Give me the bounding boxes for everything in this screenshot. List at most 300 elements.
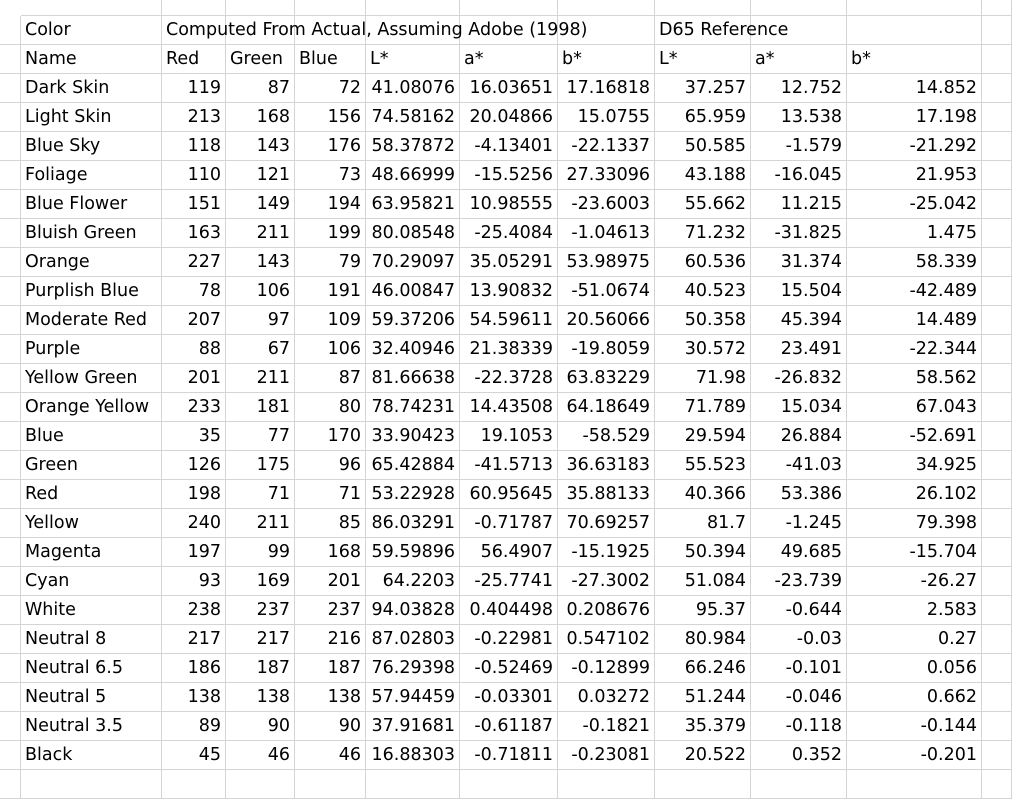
green-cell[interactable]: 211	[226, 509, 295, 538]
b-reference-cell[interactable]: -22.344	[847, 335, 982, 364]
green-cell[interactable]: 77	[226, 422, 295, 451]
green-cell[interactable]: 187	[226, 654, 295, 683]
l-computed-cell[interactable]: 32.40946	[366, 335, 460, 364]
red-cell[interactable]: 207	[162, 306, 226, 335]
row-stub-cell[interactable]	[0, 219, 21, 248]
b-reference-cell[interactable]: -52.691	[847, 422, 982, 451]
row-stub-cell[interactable]	[0, 103, 21, 132]
green-cell[interactable]: 46	[226, 741, 295, 770]
a-computed-cell[interactable]: 20.04866	[460, 103, 558, 132]
red-cell[interactable]: 240	[162, 509, 226, 538]
b-reference-cell[interactable]: 58.339	[847, 248, 982, 277]
color-name-cell[interactable]: Blue Flower	[21, 190, 162, 219]
b-computed-cell[interactable]: -15.1925	[558, 538, 655, 567]
header-color-label[interactable]: Color	[21, 16, 162, 45]
color-name-cell[interactable]: Purplish Blue	[21, 277, 162, 306]
red-cell[interactable]: 119	[162, 74, 226, 103]
b-reference-cell[interactable]: 21.953	[847, 161, 982, 190]
blank-cell[interactable]	[226, 0, 295, 16]
header-l-reference[interactable]: L*	[655, 45, 751, 74]
red-cell[interactable]: 238	[162, 596, 226, 625]
l-reference-cell[interactable]: 40.366	[655, 480, 751, 509]
row-stub-cell[interactable]	[0, 654, 21, 683]
row-stub-cell[interactable]	[0, 277, 21, 306]
blue-cell[interactable]: 156	[295, 103, 366, 132]
blank-cell[interactable]	[655, 770, 751, 799]
l-computed-cell[interactable]: 80.08548	[366, 219, 460, 248]
blue-cell[interactable]: 194	[295, 190, 366, 219]
a-computed-cell[interactable]: -0.71787	[460, 509, 558, 538]
a-reference-cell[interactable]: -16.045	[751, 161, 847, 190]
b-computed-cell[interactable]: 0.547102	[558, 625, 655, 654]
blue-cell[interactable]: 71	[295, 480, 366, 509]
row-stub-cell[interactable]	[0, 132, 21, 161]
color-name-cell[interactable]: Neutral 3.5	[21, 712, 162, 741]
l-computed-cell[interactable]: 74.58162	[366, 103, 460, 132]
color-name-cell[interactable]: Dark Skin	[21, 74, 162, 103]
row-stub-cell[interactable]	[0, 16, 21, 45]
l-computed-cell[interactable]: 76.29398	[366, 654, 460, 683]
green-cell[interactable]: 99	[226, 538, 295, 567]
blank-cell[interactable]	[982, 103, 1012, 132]
l-computed-cell[interactable]: 63.95821	[366, 190, 460, 219]
blank-cell[interactable]	[751, 0, 847, 16]
color-name-cell[interactable]: White	[21, 596, 162, 625]
red-cell[interactable]: 110	[162, 161, 226, 190]
header-l-computed[interactable]: L*	[366, 45, 460, 74]
header-name[interactable]: Name	[21, 45, 162, 74]
a-computed-cell[interactable]: -25.4084	[460, 219, 558, 248]
a-computed-cell[interactable]: 54.59611	[460, 306, 558, 335]
l-computed-cell[interactable]: 59.59896	[366, 538, 460, 567]
red-cell[interactable]: 217	[162, 625, 226, 654]
a-computed-cell[interactable]: -15.5256	[460, 161, 558, 190]
blank-cell[interactable]	[295, 0, 366, 16]
l-computed-cell[interactable]: 16.88303	[366, 741, 460, 770]
row-stub-cell[interactable]	[0, 190, 21, 219]
header-a-reference[interactable]: a*	[751, 45, 847, 74]
b-computed-cell[interactable]: 0.03272	[558, 683, 655, 712]
a-reference-cell[interactable]: 12.752	[751, 74, 847, 103]
l-reference-cell[interactable]: 80.984	[655, 625, 751, 654]
color-name-cell[interactable]: Neutral 6.5	[21, 654, 162, 683]
b-reference-cell[interactable]: 67.043	[847, 393, 982, 422]
a-reference-cell[interactable]: 45.394	[751, 306, 847, 335]
blue-cell[interactable]: 138	[295, 683, 366, 712]
blue-cell[interactable]: 237	[295, 596, 366, 625]
blank-cell[interactable]	[982, 451, 1012, 480]
blank-cell[interactable]	[982, 190, 1012, 219]
red-cell[interactable]: 89	[162, 712, 226, 741]
blank-cell[interactable]	[751, 770, 847, 799]
red-cell[interactable]: 88	[162, 335, 226, 364]
l-computed-cell[interactable]: 53.22928	[366, 480, 460, 509]
blank-cell[interactable]	[982, 480, 1012, 509]
row-stub-cell[interactable]	[0, 422, 21, 451]
a-reference-cell[interactable]: -41.03	[751, 451, 847, 480]
b-reference-cell[interactable]: 0.662	[847, 683, 982, 712]
color-name-cell[interactable]: Yellow Green	[21, 364, 162, 393]
b-computed-cell[interactable]: -27.3002	[558, 567, 655, 596]
a-reference-cell[interactable]: 23.491	[751, 335, 847, 364]
b-computed-cell[interactable]: -19.8059	[558, 335, 655, 364]
l-computed-cell[interactable]: 48.66999	[366, 161, 460, 190]
blue-cell[interactable]: 106	[295, 335, 366, 364]
b-reference-cell[interactable]: 2.583	[847, 596, 982, 625]
red-cell[interactable]: 118	[162, 132, 226, 161]
a-reference-cell[interactable]: -31.825	[751, 219, 847, 248]
blue-cell[interactable]: 170	[295, 422, 366, 451]
a-computed-cell[interactable]: 13.90832	[460, 277, 558, 306]
a-reference-cell[interactable]: -1.579	[751, 132, 847, 161]
color-name-cell[interactable]: Green	[21, 451, 162, 480]
b-computed-cell[interactable]: 20.56066	[558, 306, 655, 335]
b-computed-cell[interactable]: 27.33096	[558, 161, 655, 190]
blue-cell[interactable]: 191	[295, 277, 366, 306]
green-cell[interactable]: 106	[226, 277, 295, 306]
b-computed-cell[interactable]: 64.18649	[558, 393, 655, 422]
blank-cell[interactable]	[982, 567, 1012, 596]
blank-cell[interactable]	[982, 654, 1012, 683]
green-cell[interactable]: 237	[226, 596, 295, 625]
a-computed-cell[interactable]: 21.38339	[460, 335, 558, 364]
a-reference-cell[interactable]: -0.03	[751, 625, 847, 654]
blank-cell[interactable]	[21, 770, 162, 799]
a-computed-cell[interactable]: 10.98555	[460, 190, 558, 219]
b-computed-cell[interactable]: -0.1821	[558, 712, 655, 741]
a-reference-cell[interactable]: -0.046	[751, 683, 847, 712]
a-reference-cell[interactable]: 26.884	[751, 422, 847, 451]
color-name-cell[interactable]: Neutral 5	[21, 683, 162, 712]
color-name-cell[interactable]: Yellow	[21, 509, 162, 538]
b-reference-cell[interactable]: -15.704	[847, 538, 982, 567]
blue-cell[interactable]: 80	[295, 393, 366, 422]
color-name-cell[interactable]: Blue Sky	[21, 132, 162, 161]
color-name-cell[interactable]: Moderate Red	[21, 306, 162, 335]
l-reference-cell[interactable]: 51.244	[655, 683, 751, 712]
a-reference-cell[interactable]: 11.215	[751, 190, 847, 219]
b-reference-cell[interactable]: 0.056	[847, 654, 982, 683]
header-red[interactable]: Red	[162, 45, 226, 74]
color-name-cell[interactable]: Blue	[21, 422, 162, 451]
blank-cell[interactable]	[982, 509, 1012, 538]
red-cell[interactable]: 186	[162, 654, 226, 683]
blue-cell[interactable]: 187	[295, 654, 366, 683]
a-reference-cell[interactable]: 15.034	[751, 393, 847, 422]
green-cell[interactable]: 138	[226, 683, 295, 712]
a-reference-cell[interactable]: -26.832	[751, 364, 847, 393]
blue-cell[interactable]: 73	[295, 161, 366, 190]
blank-cell[interactable]	[21, 0, 162, 16]
blank-cell[interactable]	[982, 422, 1012, 451]
l-computed-cell[interactable]: 70.29097	[366, 248, 460, 277]
red-cell[interactable]: 197	[162, 538, 226, 567]
l-reference-cell[interactable]: 50.585	[655, 132, 751, 161]
green-cell[interactable]: 169	[226, 567, 295, 596]
l-computed-cell[interactable]: 37.91681	[366, 712, 460, 741]
blank-cell[interactable]	[366, 0, 460, 16]
blue-cell[interactable]: 176	[295, 132, 366, 161]
blank-cell[interactable]	[366, 770, 460, 799]
b-computed-cell[interactable]: 15.0755	[558, 103, 655, 132]
blank-cell[interactable]	[162, 0, 226, 16]
header-b-reference[interactable]: b*	[847, 45, 982, 74]
row-stub-cell[interactable]	[0, 161, 21, 190]
row-stub-cell[interactable]	[0, 335, 21, 364]
b-reference-cell[interactable]: 0.27	[847, 625, 982, 654]
b-reference-cell[interactable]: 17.198	[847, 103, 982, 132]
red-cell[interactable]: 201	[162, 364, 226, 393]
red-cell[interactable]: 198	[162, 480, 226, 509]
row-stub-cell[interactable]	[0, 248, 21, 277]
row-stub-cell[interactable]	[0, 712, 21, 741]
blank-cell[interactable]	[982, 712, 1012, 741]
blank-cell[interactable]	[982, 741, 1012, 770]
a-computed-cell[interactable]: -0.22981	[460, 625, 558, 654]
l-reference-cell[interactable]: 50.358	[655, 306, 751, 335]
color-name-cell[interactable]: Foliage	[21, 161, 162, 190]
blank-cell[interactable]	[982, 625, 1012, 654]
green-cell[interactable]: 90	[226, 712, 295, 741]
color-name-cell[interactable]: Bluish Green	[21, 219, 162, 248]
blank-cell[interactable]	[982, 306, 1012, 335]
b-computed-cell[interactable]: -23.6003	[558, 190, 655, 219]
color-name-cell[interactable]: Orange Yellow	[21, 393, 162, 422]
row-stub-cell[interactable]	[0, 451, 21, 480]
green-cell[interactable]: 211	[226, 219, 295, 248]
b-reference-cell[interactable]: -0.144	[847, 712, 982, 741]
blank-cell[interactable]	[460, 0, 558, 16]
a-computed-cell[interactable]: 16.03651	[460, 74, 558, 103]
green-cell[interactable]: 175	[226, 451, 295, 480]
blank-cell[interactable]	[982, 74, 1012, 103]
l-computed-cell[interactable]: 87.02803	[366, 625, 460, 654]
red-cell[interactable]: 138	[162, 683, 226, 712]
header-green[interactable]: Green	[226, 45, 295, 74]
red-cell[interactable]: 233	[162, 393, 226, 422]
a-computed-cell[interactable]: -0.52469	[460, 654, 558, 683]
blank-cell[interactable]	[655, 0, 751, 16]
l-computed-cell[interactable]: 81.66638	[366, 364, 460, 393]
color-name-cell[interactable]: Magenta	[21, 538, 162, 567]
green-cell[interactable]: 121	[226, 161, 295, 190]
a-computed-cell[interactable]: -4.13401	[460, 132, 558, 161]
a-computed-cell[interactable]: 0.404498	[460, 596, 558, 625]
red-cell[interactable]: 93	[162, 567, 226, 596]
l-computed-cell[interactable]: 58.37872	[366, 132, 460, 161]
l-reference-cell[interactable]: 51.084	[655, 567, 751, 596]
red-cell[interactable]: 213	[162, 103, 226, 132]
l-reference-cell[interactable]: 60.536	[655, 248, 751, 277]
blank-cell[interactable]	[982, 770, 1012, 799]
l-computed-cell[interactable]: 59.37206	[366, 306, 460, 335]
blank-cell[interactable]	[982, 538, 1012, 567]
b-reference-cell[interactable]: 14.489	[847, 306, 982, 335]
color-name-cell[interactable]: Neutral 8	[21, 625, 162, 654]
green-cell[interactable]: 67	[226, 335, 295, 364]
l-computed-cell[interactable]: 57.94459	[366, 683, 460, 712]
green-cell[interactable]: 181	[226, 393, 295, 422]
row-stub-cell[interactable]	[0, 770, 21, 799]
b-reference-cell[interactable]: -25.042	[847, 190, 982, 219]
a-reference-cell[interactable]: 53.386	[751, 480, 847, 509]
a-computed-cell[interactable]: -41.5713	[460, 451, 558, 480]
a-reference-cell[interactable]: -0.644	[751, 596, 847, 625]
a-computed-cell[interactable]: -0.71811	[460, 741, 558, 770]
red-cell[interactable]: 35	[162, 422, 226, 451]
a-computed-cell[interactable]: 56.4907	[460, 538, 558, 567]
blank-cell[interactable]	[295, 770, 366, 799]
a-computed-cell[interactable]: -25.7741	[460, 567, 558, 596]
b-computed-cell[interactable]: -0.23081	[558, 741, 655, 770]
b-computed-cell[interactable]: 0.208676	[558, 596, 655, 625]
row-stub-cell[interactable]	[0, 480, 21, 509]
blank-cell[interactable]	[558, 770, 655, 799]
l-reference-cell[interactable]: 30.572	[655, 335, 751, 364]
blank-cell[interactable]	[558, 0, 655, 16]
blue-cell[interactable]: 79	[295, 248, 366, 277]
a-computed-cell[interactable]: 14.43508	[460, 393, 558, 422]
blank-cell[interactable]	[847, 0, 982, 16]
b-computed-cell[interactable]: 17.16818	[558, 74, 655, 103]
a-computed-cell[interactable]: -22.3728	[460, 364, 558, 393]
a-reference-cell[interactable]: 31.374	[751, 248, 847, 277]
row-stub-cell[interactable]	[0, 596, 21, 625]
l-computed-cell[interactable]: 46.00847	[366, 277, 460, 306]
red-cell[interactable]: 78	[162, 277, 226, 306]
green-cell[interactable]: 168	[226, 103, 295, 132]
row-stub-cell[interactable]	[0, 306, 21, 335]
b-computed-cell[interactable]: 36.63183	[558, 451, 655, 480]
b-reference-cell[interactable]: -0.201	[847, 741, 982, 770]
blank-cell[interactable]	[982, 364, 1012, 393]
blank-cell[interactable]	[982, 0, 1012, 16]
blank-cell[interactable]	[847, 770, 982, 799]
l-computed-cell[interactable]: 64.2203	[366, 567, 460, 596]
green-cell[interactable]: 97	[226, 306, 295, 335]
b-computed-cell[interactable]: 70.69257	[558, 509, 655, 538]
l-reference-cell[interactable]: 71.789	[655, 393, 751, 422]
a-computed-cell[interactable]: 60.95645	[460, 480, 558, 509]
blank-cell[interactable]	[982, 132, 1012, 161]
b-reference-cell[interactable]: 79.398	[847, 509, 982, 538]
color-name-cell[interactable]: Black	[21, 741, 162, 770]
blank-cell[interactable]	[982, 219, 1012, 248]
a-reference-cell[interactable]: 13.538	[751, 103, 847, 132]
header-a-computed[interactable]: a*	[460, 45, 558, 74]
l-reference-cell[interactable]: 37.257	[655, 74, 751, 103]
b-reference-cell[interactable]: -21.292	[847, 132, 982, 161]
b-computed-cell[interactable]: -58.529	[558, 422, 655, 451]
color-name-cell[interactable]: Purple	[21, 335, 162, 364]
a-computed-cell[interactable]: 19.1053	[460, 422, 558, 451]
b-computed-cell[interactable]: 53.98975	[558, 248, 655, 277]
blue-cell[interactable]: 96	[295, 451, 366, 480]
a-reference-cell[interactable]: -0.101	[751, 654, 847, 683]
blue-cell[interactable]: 46	[295, 741, 366, 770]
row-stub-cell[interactable]	[0, 74, 21, 103]
l-reference-cell[interactable]: 65.959	[655, 103, 751, 132]
l-reference-cell[interactable]: 95.37	[655, 596, 751, 625]
row-stub-cell[interactable]	[0, 567, 21, 596]
header-b-computed[interactable]: b*	[558, 45, 655, 74]
b-reference-cell[interactable]: 26.102	[847, 480, 982, 509]
l-reference-cell[interactable]: 81.7	[655, 509, 751, 538]
b-reference-cell[interactable]: 14.852	[847, 74, 982, 103]
blank-cell[interactable]	[460, 770, 558, 799]
b-reference-cell[interactable]: -26.27	[847, 567, 982, 596]
l-computed-cell[interactable]: 78.74231	[366, 393, 460, 422]
header-reference-group[interactable]: D65 Reference	[655, 16, 751, 45]
a-computed-cell[interactable]: -0.03301	[460, 683, 558, 712]
row-stub-cell[interactable]	[0, 683, 21, 712]
blank-cell[interactable]	[162, 770, 226, 799]
b-computed-cell[interactable]: -0.12899	[558, 654, 655, 683]
a-reference-cell[interactable]: 15.504	[751, 277, 847, 306]
green-cell[interactable]: 71	[226, 480, 295, 509]
l-reference-cell[interactable]: 35.379	[655, 712, 751, 741]
b-reference-cell[interactable]: -42.489	[847, 277, 982, 306]
green-cell[interactable]: 217	[226, 625, 295, 654]
blank-cell[interactable]	[982, 16, 1012, 45]
blue-cell[interactable]: 199	[295, 219, 366, 248]
blank-cell[interactable]	[982, 596, 1012, 625]
red-cell[interactable]: 126	[162, 451, 226, 480]
l-reference-cell[interactable]: 40.523	[655, 277, 751, 306]
blank-cell[interactable]	[847, 16, 982, 45]
b-reference-cell[interactable]: 58.562	[847, 364, 982, 393]
blue-cell[interactable]: 72	[295, 74, 366, 103]
blue-cell[interactable]: 216	[295, 625, 366, 654]
blank-cell[interactable]	[751, 16, 847, 45]
blank-cell[interactable]	[982, 335, 1012, 364]
b-reference-cell[interactable]: 34.925	[847, 451, 982, 480]
header-blue[interactable]: Blue	[295, 45, 366, 74]
row-stub-cell[interactable]	[0, 393, 21, 422]
l-computed-cell[interactable]: 86.03291	[366, 509, 460, 538]
green-cell[interactable]: 143	[226, 248, 295, 277]
l-reference-cell[interactable]: 55.523	[655, 451, 751, 480]
l-reference-cell[interactable]: 20.522	[655, 741, 751, 770]
row-stub-cell[interactable]	[0, 45, 21, 74]
color-name-cell[interactable]: Orange	[21, 248, 162, 277]
l-reference-cell[interactable]: 66.246	[655, 654, 751, 683]
color-name-cell[interactable]: Red	[21, 480, 162, 509]
blue-cell[interactable]: 90	[295, 712, 366, 741]
a-reference-cell[interactable]: 49.685	[751, 538, 847, 567]
row-stub-cell[interactable]	[0, 509, 21, 538]
l-reference-cell[interactable]: 71.232	[655, 219, 751, 248]
blank-cell[interactable]	[982, 45, 1012, 74]
l-computed-cell[interactable]: 94.03828	[366, 596, 460, 625]
row-stub-cell[interactable]	[0, 741, 21, 770]
red-cell[interactable]: 45	[162, 741, 226, 770]
red-cell[interactable]: 227	[162, 248, 226, 277]
l-computed-cell[interactable]: 65.42884	[366, 451, 460, 480]
color-name-cell[interactable]: Light Skin	[21, 103, 162, 132]
header-computed-group[interactable]: Computed From Actual, Assuming Adobe (1998)	[162, 16, 226, 45]
blank-cell[interactable]	[982, 248, 1012, 277]
red-cell[interactable]: 151	[162, 190, 226, 219]
b-computed-cell[interactable]: 35.88133	[558, 480, 655, 509]
l-reference-cell[interactable]: 29.594	[655, 422, 751, 451]
red-cell[interactable]: 163	[162, 219, 226, 248]
blue-cell[interactable]: 85	[295, 509, 366, 538]
blank-cell[interactable]	[982, 393, 1012, 422]
b-computed-cell[interactable]: 63.83229	[558, 364, 655, 393]
b-reference-cell[interactable]: 1.475	[847, 219, 982, 248]
row-stub-cell[interactable]	[0, 364, 21, 393]
